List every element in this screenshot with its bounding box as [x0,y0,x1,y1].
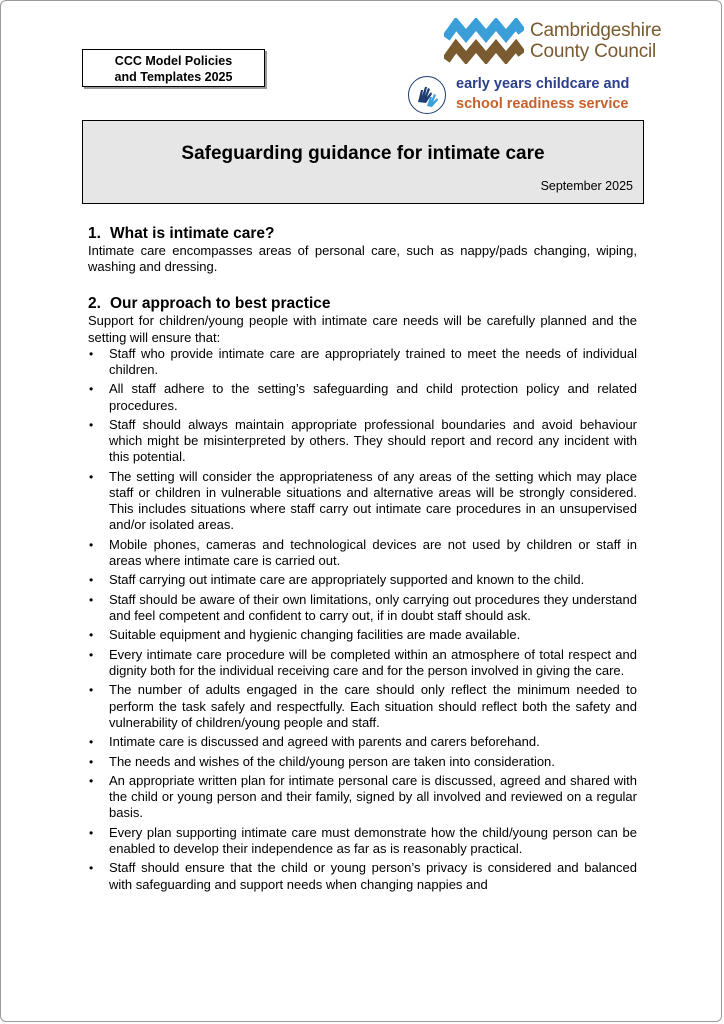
list-item [88,734,637,750]
list-item-text: Mobile phones, cameras and technological devices are not used by children or staff in areas where intimate care is carried out. [109,536,637,568]
list-item-text: Every plan supporting intimate care must demonstrate how the child/young person can be enabled to develop their independence as far as is reasonably practical. [109,824,637,856]
hands-logo-icon [408,76,446,114]
list-item [88,592,637,624]
best-practice-list [88,346,637,893]
list-item-text: Staff should ensure that the child or young person’s privacy is considered and balanced with safeguarding and support needs when changing nappies and [109,860,637,892]
section-2-heading-text: Our approach to best practice [110,295,331,313]
document-date: September 2025 [540,179,633,193]
list-item [88,825,637,857]
council-name-line2: County Council [530,41,657,62]
list-item-text: Staff carrying out intimate care are appropriately supported and known to the child. [109,572,585,588]
policy-tag-box [82,49,265,87]
list-item-text: The setting will consider the appropriateness of any areas of the setting which may place staff or children in vulnerable situations and alternative areas will be strongly considered. This includes situations where staff carry out intimate care procedures in an unsupervised and/or isolated areas. [109,468,637,533]
bullet-icon: • [89,628,94,643]
bullet-icon: • [89,683,94,698]
bullet-icon: • [89,469,94,484]
bullet-icon: • [89,418,94,432]
bullet-icon: • [89,537,94,552]
list-item [88,627,637,643]
bullet-icon: • [89,382,94,397]
bullet-icon: • [89,825,94,840]
bullet-icon: • [89,647,94,662]
list-item-text: Staff who provide intimate care are appropriately trained to meet the needs of individual children. [109,345,637,378]
list-item [88,860,637,892]
section-1-heading-text: What is intimate care? [110,225,275,242]
bullet-icon: • [89,861,94,876]
list-item [88,417,637,466]
list-item [88,682,637,731]
list-item-text: All staff adhere to the setting’s safeguarding and child protection policy and related procedures. [109,381,637,413]
council-logo [444,16,678,72]
list-item [88,647,637,679]
list-item [88,469,637,534]
section-1-heading [88,224,637,243]
service-name-line2: school readiness service [456,96,629,112]
list-item [88,346,637,378]
bullet-icon: • [89,754,94,769]
section-2-heading [88,294,637,313]
title-box [82,120,644,204]
service-name-line1: early years childcare and [456,76,630,92]
list-item [88,754,637,770]
service-logo [408,74,668,118]
bullet-icon: • [89,592,94,607]
section-1-number: 1. [88,225,101,242]
bullet-icon: • [89,573,94,588]
section-2-number: 2. [88,295,101,313]
bullet-icon: • [89,773,94,788]
list-item-text: Staff should always maintain appropriate professional boundaries and avoid behaviour which might be misinterpreted by others. They should report and record any incident with this potential. [109,417,637,465]
ccc-wave-logo-icon [444,18,524,64]
list-item-text: An appropriate written plan for intimate personal care is discussed, agreed and shared with the child or young person and their family, signed by all involved and reviewed on a regular basis. [109,772,637,821]
document-title: Safeguarding guidance for intimate care [181,143,545,164]
list-item-text: Every intimate care procedure will be completed within an atmosphere of total respect and dignity both for the individual receiving care and for the person involved in giving the care. [109,646,637,678]
council-name-line1: Cambridgeshire [530,20,662,41]
document-body [88,224,637,896]
section-1-body: Intimate care encompasses areas of personal care, such as nappy/pads changing, wiping, washing and dressing. [88,243,637,275]
list-item-text: Suitable equipment and hygienic changing facilities are made available. [109,627,521,643]
list-item [88,773,637,822]
list-item-text: Intimate care is discussed and agreed with parents and carers beforehand. [109,734,540,750]
policy-tag-line1: CCC Model Policies [114,54,233,68]
list-item [88,572,637,588]
list-item-text: The number of adults engaged in the care should only reflect the minimum needed to perform the task safely and respectfully. Each situation should reflect both the safety and vulnerability of children/young people and staff. [109,682,637,730]
list-item [88,537,637,569]
list-item-text: The needs and wishes of the child/young person are taken into consideration. [109,753,555,769]
list-item [88,381,637,413]
section-2-intro: Support for children/young people with intimate care needs will be carefully planned and the setting will ensure that: [88,313,637,345]
bullet-icon: • [89,346,94,361]
bullet-icon: • [89,735,94,750]
policy-tag-line2: and Templates 2025 [114,70,233,84]
list-item-text: Staff should be aware of their own limitations, only carrying out procedures they understand and feel competent and confident to carry out, if in doubt staff should ask. [109,591,637,623]
